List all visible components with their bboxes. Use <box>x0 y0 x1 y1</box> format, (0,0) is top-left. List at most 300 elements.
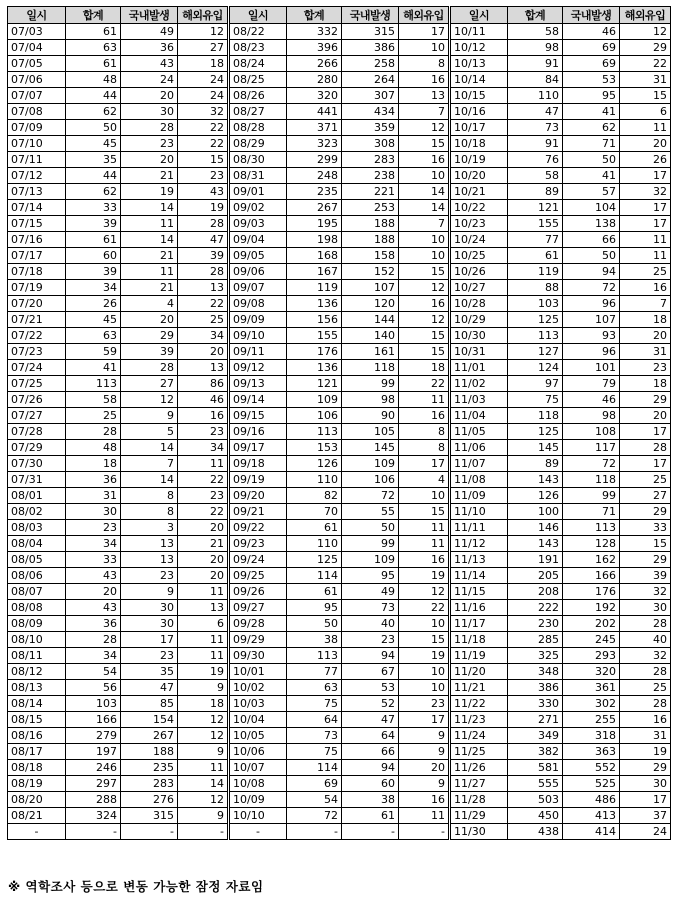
cell-imported: 11 <box>399 808 450 824</box>
cell-date: 10/05 <box>229 728 287 744</box>
cell-total: 26 <box>66 296 121 312</box>
cell-date: 09/19 <box>229 472 287 488</box>
table-row <box>8 760 671 776</box>
cell-domestic: 99 <box>563 488 620 504</box>
cell-total: 113 <box>287 424 342 440</box>
cell-domestic: 11 <box>121 216 178 232</box>
cell-domestic: 109 <box>342 552 399 568</box>
cell-total: 503 <box>508 792 563 808</box>
cell-date: 10/24 <box>450 232 508 248</box>
cell-imported: - <box>399 824 450 840</box>
cell-domestic: 99 <box>342 376 399 392</box>
cell-total: 76 <box>508 152 563 168</box>
cell-date: 11/26 <box>450 760 508 776</box>
cell-domestic: 104 <box>563 200 620 216</box>
table-row <box>8 776 671 792</box>
cell-total: 299 <box>287 152 342 168</box>
cell-total: 110 <box>287 472 342 488</box>
cell-total: 555 <box>508 776 563 792</box>
cell-imported: 26 <box>620 152 671 168</box>
cell-date: 07/13 <box>8 184 66 200</box>
table-row <box>8 24 671 40</box>
cell-date: 09/02 <box>229 200 287 216</box>
cell-domestic: 40 <box>342 616 399 632</box>
cell-imported: 28 <box>620 440 671 456</box>
cell-domestic: 8 <box>121 488 178 504</box>
cell-imported: 10 <box>399 680 450 696</box>
cell-imported: 31 <box>620 728 671 744</box>
cell-domestic: 128 <box>563 536 620 552</box>
cell-imported: 18 <box>178 56 229 72</box>
cell-imported: 30 <box>620 600 671 616</box>
cell-domestic: 50 <box>563 152 620 168</box>
cell-date: 10/17 <box>450 120 508 136</box>
cell-imported: 11 <box>178 760 229 776</box>
cell-domestic: 386 <box>342 40 399 56</box>
cell-date: 10/03 <box>229 696 287 712</box>
cell-domestic: 308 <box>342 136 399 152</box>
cell-imported: 16 <box>399 152 450 168</box>
cell-total: 73 <box>508 120 563 136</box>
cell-domestic: 255 <box>563 712 620 728</box>
cell-imported: 19 <box>399 568 450 584</box>
cell-domestic: 53 <box>563 72 620 88</box>
cell-total: 61 <box>287 584 342 600</box>
cell-date: 10/08 <box>229 776 287 792</box>
cell-domestic: 267 <box>121 728 178 744</box>
cell-domestic: 9 <box>121 584 178 600</box>
cell-domestic: 27 <box>121 376 178 392</box>
cell-imported: 12 <box>178 792 229 808</box>
cell-total: 197 <box>66 744 121 760</box>
cell-total: 386 <box>508 680 563 696</box>
cell-date: 07/20 <box>8 296 66 312</box>
cell-date: 08/20 <box>8 792 66 808</box>
cell-domestic: 57 <box>563 184 620 200</box>
cell-date: 09/04 <box>229 232 287 248</box>
table-row <box>8 248 671 264</box>
cell-domestic: 9 <box>121 408 178 424</box>
cell-imported: 17 <box>399 24 450 40</box>
cell-total: 69 <box>287 776 342 792</box>
cell-date: 09/15 <box>229 408 287 424</box>
cell-domestic: 413 <box>563 808 620 824</box>
cell-date: 07/28 <box>8 424 66 440</box>
cell-imported: 16 <box>178 408 229 424</box>
cell-domestic: 107 <box>563 312 620 328</box>
cell-domestic: - <box>342 824 399 840</box>
cell-imported: 12 <box>399 120 450 136</box>
cell-imported: 11 <box>178 584 229 600</box>
table-row <box>8 504 671 520</box>
cell-domestic: 264 <box>342 72 399 88</box>
cell-date: 10/10 <box>229 808 287 824</box>
cell-imported: 20 <box>178 552 229 568</box>
table-row <box>8 200 671 216</box>
cell-date: 08/08 <box>8 600 66 616</box>
cell-domestic: 13 <box>121 552 178 568</box>
cell-date: 10/20 <box>450 168 508 184</box>
cell-total: 136 <box>287 296 342 312</box>
cell-domestic: 162 <box>563 552 620 568</box>
cell-total: 64 <box>287 712 342 728</box>
cell-imported: 15 <box>399 504 450 520</box>
table-row <box>8 88 671 104</box>
cell-total: 126 <box>287 456 342 472</box>
cell-domestic: 69 <box>563 40 620 56</box>
cell-imported: 27 <box>178 40 229 56</box>
cell-total: 45 <box>66 136 121 152</box>
cell-domestic: 21 <box>121 168 178 184</box>
cell-total: 113 <box>66 376 121 392</box>
cell-domestic: 138 <box>563 216 620 232</box>
cell-total: 54 <box>66 664 121 680</box>
cell-total: 45 <box>66 312 121 328</box>
cell-imported: 28 <box>620 664 671 680</box>
cell-total: 153 <box>287 440 342 456</box>
cell-domestic: 28 <box>121 360 178 376</box>
cell-domestic: 154 <box>121 712 178 728</box>
cell-date: 09/28 <box>229 616 287 632</box>
header-date: 일시 <box>8 7 66 24</box>
cell-domestic: 101 <box>563 360 620 376</box>
cell-imported: 17 <box>620 216 671 232</box>
cell-imported: 25 <box>178 312 229 328</box>
cell-date: 07/21 <box>8 312 66 328</box>
cell-date: 08/19 <box>8 776 66 792</box>
cell-date: 07/23 <box>8 344 66 360</box>
cell-total: 110 <box>508 88 563 104</box>
cell-total: 205 <box>508 568 563 584</box>
cell-domestic: 50 <box>563 248 620 264</box>
cell-date: 11/09 <box>450 488 508 504</box>
cell-imported: 33 <box>620 520 671 536</box>
cell-date: 09/03 <box>229 216 287 232</box>
daily-cases-table-container <box>7 6 670 840</box>
cell-imported: 10 <box>399 664 450 680</box>
cell-date: 08/12 <box>8 664 66 680</box>
cell-total: 156 <box>287 312 342 328</box>
cell-date: 07/12 <box>8 168 66 184</box>
cell-domestic: 258 <box>342 56 399 72</box>
cell-date: 08/26 <box>229 88 287 104</box>
cell-total: 88 <box>508 280 563 296</box>
cell-date: 11/20 <box>450 664 508 680</box>
cell-date: 07/11 <box>8 152 66 168</box>
cell-total: 48 <box>66 72 121 88</box>
cell-domestic: 107 <box>342 280 399 296</box>
cell-imported: 16 <box>399 792 450 808</box>
cell-date: 11/25 <box>450 744 508 760</box>
cell-total: 320 <box>287 88 342 104</box>
cell-domestic: 315 <box>342 24 399 40</box>
cell-imported: 13 <box>178 280 229 296</box>
cell-total: 222 <box>508 600 563 616</box>
cell-date: 11/07 <box>450 456 508 472</box>
cell-total: 127 <box>508 344 563 360</box>
header-domestic: 국내발생 <box>342 7 399 24</box>
cell-domestic: 14 <box>121 232 178 248</box>
cell-date: 09/20 <box>229 488 287 504</box>
cell-domestic: 24 <box>121 72 178 88</box>
table-row <box>8 792 671 808</box>
cell-imported: 32 <box>620 184 671 200</box>
cell-date: 08/07 <box>8 584 66 600</box>
cell-imported: 12 <box>399 312 450 328</box>
cell-total: 38 <box>287 632 342 648</box>
table-row <box>8 600 671 616</box>
cell-date: 07/16 <box>8 232 66 248</box>
cell-date: 11/05 <box>450 424 508 440</box>
table-row <box>8 424 671 440</box>
cell-domestic: 14 <box>121 472 178 488</box>
cell-domestic: 23 <box>121 568 178 584</box>
cell-imported: 14 <box>399 184 450 200</box>
cell-total: 323 <box>287 136 342 152</box>
cell-date: 09/30 <box>229 648 287 664</box>
cell-imported: 15 <box>178 152 229 168</box>
cell-date: 07/14 <box>8 200 66 216</box>
cell-imported: 28 <box>178 264 229 280</box>
cell-total: 34 <box>66 280 121 296</box>
cell-date: 08/27 <box>229 104 287 120</box>
cell-imported: 15 <box>620 88 671 104</box>
cell-imported: 12 <box>399 584 450 600</box>
table-row <box>8 40 671 56</box>
cell-date: 11/02 <box>450 376 508 392</box>
cell-date: 09/13 <box>229 376 287 392</box>
cell-total: 581 <box>508 760 563 776</box>
cell-date: 07/08 <box>8 104 66 120</box>
cell-imported: 23 <box>620 360 671 376</box>
table-row <box>8 728 671 744</box>
cell-domestic: 99 <box>342 536 399 552</box>
cell-date: 10/28 <box>450 296 508 312</box>
cell-date: 10/23 <box>450 216 508 232</box>
cell-total: 198 <box>287 232 342 248</box>
cell-date: 11/30 <box>450 824 508 840</box>
cell-imported: 16 <box>399 408 450 424</box>
cell-domestic: 117 <box>563 440 620 456</box>
cell-imported: 15 <box>399 632 450 648</box>
cell-total: 61 <box>66 232 121 248</box>
cell-domestic: 23 <box>342 632 399 648</box>
cell-total: 285 <box>508 632 563 648</box>
cell-imported: 8 <box>399 56 450 72</box>
cell-domestic: - <box>121 824 178 840</box>
cell-date: 08/28 <box>229 120 287 136</box>
cell-imported: 11 <box>178 648 229 664</box>
cell-domestic: 41 <box>563 168 620 184</box>
cell-total: 195 <box>287 216 342 232</box>
cell-date: 09/21 <box>229 504 287 520</box>
cell-imported: 23 <box>178 424 229 440</box>
cell-total: 82 <box>287 488 342 504</box>
cell-total: 58 <box>66 392 121 408</box>
table-row <box>8 584 671 600</box>
cell-imported: 28 <box>620 696 671 712</box>
cell-date: 08/21 <box>8 808 66 824</box>
cell-total: 75 <box>508 392 563 408</box>
cell-domestic: 202 <box>563 616 620 632</box>
table-row <box>8 216 671 232</box>
cell-date: 09/29 <box>229 632 287 648</box>
cell-domestic: 359 <box>342 120 399 136</box>
cell-total: 103 <box>508 296 563 312</box>
cell-date: 08/14 <box>8 696 66 712</box>
cell-date: 08/30 <box>229 152 287 168</box>
cell-imported: 29 <box>620 552 671 568</box>
cell-domestic: 318 <box>563 728 620 744</box>
cell-imported: 14 <box>399 200 450 216</box>
cell-date: 10/01 <box>229 664 287 680</box>
cell-date: 09/10 <box>229 328 287 344</box>
cell-total: 168 <box>287 248 342 264</box>
header-imported: 해외유입 <box>178 7 229 24</box>
cell-domestic: 161 <box>342 344 399 360</box>
cell-date: 09/05 <box>229 248 287 264</box>
cell-imported: 20 <box>620 136 671 152</box>
cell-total: 143 <box>508 536 563 552</box>
cell-domestic: 118 <box>563 472 620 488</box>
cell-total: 125 <box>508 424 563 440</box>
cell-imported: 11 <box>399 392 450 408</box>
cell-total: 39 <box>66 264 121 280</box>
cell-total: 441 <box>287 104 342 120</box>
cell-date: 08/05 <box>8 552 66 568</box>
cell-domestic: 71 <box>563 504 620 520</box>
cell-domestic: 98 <box>342 392 399 408</box>
cell-domestic: 188 <box>342 216 399 232</box>
cell-imported: 22 <box>399 376 450 392</box>
cell-date: 11/19 <box>450 648 508 664</box>
cell-imported: 17 <box>399 456 450 472</box>
cell-domestic: 166 <box>563 568 620 584</box>
cell-date: 08/06 <box>8 568 66 584</box>
cell-domestic: 95 <box>563 88 620 104</box>
cell-date: 07/31 <box>8 472 66 488</box>
cell-imported: 20 <box>620 328 671 344</box>
cell-imported: 17 <box>399 712 450 728</box>
cell-total: 31 <box>66 488 121 504</box>
cell-domestic: 43 <box>121 56 178 72</box>
cell-imported: 27 <box>620 488 671 504</box>
cell-imported: 25 <box>620 680 671 696</box>
cell-domestic: 52 <box>342 696 399 712</box>
cell-date: 07/17 <box>8 248 66 264</box>
cell-imported: 9 <box>399 728 450 744</box>
cell-date: 09/16 <box>229 424 287 440</box>
cell-date: 09/11 <box>229 344 287 360</box>
cell-imported: 32 <box>178 104 229 120</box>
cell-date: 09/22 <box>229 520 287 536</box>
cell-domestic: 73 <box>342 600 399 616</box>
cell-date: 10/15 <box>450 88 508 104</box>
cell-total: 47 <box>508 104 563 120</box>
table-row <box>8 264 671 280</box>
table-row <box>8 808 671 824</box>
table-row <box>8 744 671 760</box>
cell-total: 100 <box>508 504 563 520</box>
cell-total: 62 <box>66 184 121 200</box>
cell-date: 08/01 <box>8 488 66 504</box>
cell-total: 248 <box>287 168 342 184</box>
cell-total: 30 <box>66 504 121 520</box>
cell-domestic: 94 <box>563 264 620 280</box>
table-row <box>8 392 671 408</box>
cell-domestic: 71 <box>563 136 620 152</box>
cell-date: 08/13 <box>8 680 66 696</box>
cell-total: 191 <box>508 552 563 568</box>
table-row <box>8 536 671 552</box>
table-row <box>8 712 671 728</box>
cell-date: 07/26 <box>8 392 66 408</box>
cell-imported: 17 <box>620 456 671 472</box>
header-total: 합계 <box>287 7 342 24</box>
table-row <box>8 824 671 840</box>
cell-imported: 9 <box>178 808 229 824</box>
cell-domestic: 61 <box>342 808 399 824</box>
cell-total: 63 <box>287 680 342 696</box>
cell-date: 08/15 <box>8 712 66 728</box>
table-row <box>8 56 671 72</box>
table-row <box>8 232 671 248</box>
cell-imported: 17 <box>620 168 671 184</box>
cell-date: 11/03 <box>450 392 508 408</box>
cell-imported: 11 <box>620 248 671 264</box>
cell-date: 09/08 <box>229 296 287 312</box>
cell-total: 89 <box>508 456 563 472</box>
cell-total: 106 <box>287 408 342 424</box>
cell-domestic: 552 <box>563 760 620 776</box>
cell-imported: 10 <box>399 248 450 264</box>
cell-imported: 31 <box>620 72 671 88</box>
cell-domestic: 12 <box>121 392 178 408</box>
cell-domestic: 47 <box>121 680 178 696</box>
cell-domestic: 90 <box>342 408 399 424</box>
cell-total: 98 <box>508 40 563 56</box>
cell-total: 91 <box>508 136 563 152</box>
table-row <box>8 664 671 680</box>
cell-domestic: 5 <box>121 424 178 440</box>
table-row <box>8 552 671 568</box>
cell-domestic: 283 <box>121 776 178 792</box>
cell-total: 396 <box>287 40 342 56</box>
cell-domestic: 36 <box>121 40 178 56</box>
cell-domestic: 64 <box>342 728 399 744</box>
cell-imported: 9 <box>399 776 450 792</box>
cell-imported: 24 <box>178 88 229 104</box>
cell-domestic: 140 <box>342 328 399 344</box>
cell-total: 58 <box>508 24 563 40</box>
cell-imported: 10 <box>399 616 450 632</box>
cell-imported: 22 <box>178 296 229 312</box>
cell-imported: 25 <box>620 472 671 488</box>
cell-date: 11/11 <box>450 520 508 536</box>
cell-total: 75 <box>287 696 342 712</box>
cell-total: 56 <box>66 680 121 696</box>
cell-date: 10/21 <box>450 184 508 200</box>
cell-date: 09/17 <box>229 440 287 456</box>
cell-date: 11/29 <box>450 808 508 824</box>
cell-domestic: 118 <box>342 360 399 376</box>
cell-total: 271 <box>508 712 563 728</box>
cell-imported: 12 <box>399 280 450 296</box>
cell-imported: 30 <box>620 776 671 792</box>
table-row <box>8 328 671 344</box>
cell-date: 09/14 <box>229 392 287 408</box>
cell-date: 11/14 <box>450 568 508 584</box>
